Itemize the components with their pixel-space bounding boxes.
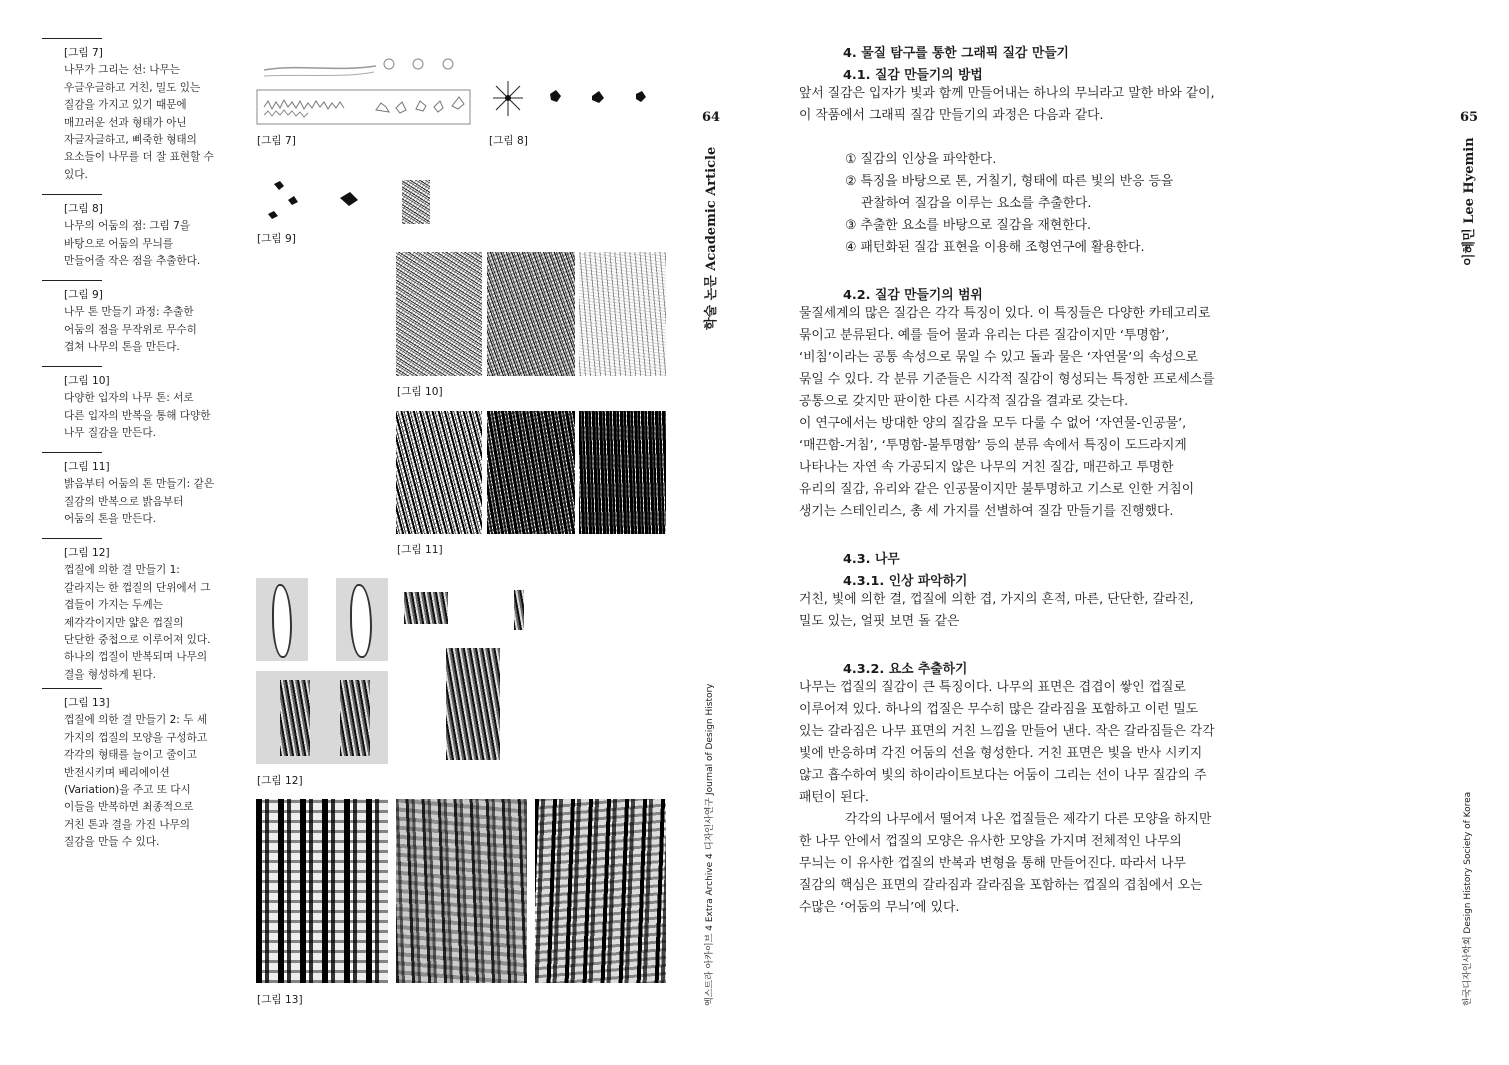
caption-line: 제각각이지만 얇은 껍질의 — [64, 616, 184, 629]
body-line: 유리의 질감, 유리와 같은 인공물이지만 불투명하고 기스로 인한 거침이 — [799, 482, 1195, 497]
caption-title: [그림 10] — [64, 375, 110, 387]
body-line: 앞서 질감은 입자가 빛과 함께 만들어내는 하나의 무늬라고 말한 바와 같이, — [799, 86, 1215, 101]
caption-divider — [42, 38, 102, 39]
caption-title: [그림 11] — [64, 461, 110, 473]
figure-12-bark-cluster — [446, 648, 500, 760]
author-name: 이혜민 Lee Hyemin — [1462, 137, 1477, 266]
caption-line: 반전시키며 베리에이션 — [64, 766, 170, 779]
figure-10-texture-1 — [396, 252, 482, 376]
caption-line: 질감의 반복으로 밝음부터 — [64, 495, 184, 508]
figure-7-label: [그림 7] — [257, 135, 296, 147]
caption-line: 단단한 중첩으로 이루어져 있다. — [64, 634, 211, 647]
body-line: 밀도 있는, 얼핏 보면 돌 같은 — [799, 614, 960, 629]
body-line: 묶이고 분류된다. 예를 들어 물과 유리는 다른 질감이지만 ‘투명함’, — [799, 328, 1170, 343]
caption-title: [그림 7] — [64, 47, 103, 59]
body-line: 수많은 ‘어둠의 무늬’에 있다. — [799, 900, 960, 915]
caption-divider — [42, 366, 102, 367]
figure-13-bark-texture-1 — [256, 799, 388, 983]
step-4: ④ 패턴화된 질감 표현을 이용해 조형연구에 활용한다. — [845, 240, 1145, 255]
step-3: ③ 추출한 요소를 바탕으로 질감을 재현한다. — [845, 218, 1092, 233]
caption-line: 갈라지는 한 껍질의 단위에서 그 — [64, 581, 211, 594]
caption-line: 껍질에 의한 결 만들기 1: — [64, 564, 180, 577]
body-line: 패턴이 된다. — [799, 790, 869, 805]
figure-10-label: [그림 10] — [397, 386, 443, 398]
body-line: 각각의 나무에서 떨어져 나온 껍질들은 제각기 다른 모양을 하지만 — [845, 812, 1212, 827]
body-line: 이 연구에서는 방대한 양의 질감을 모두 다룰 수 없어 ‘자연물-인공물’, — [799, 416, 1187, 431]
caption-line: 다른 입자의 반복을 통해 다양한 — [64, 409, 211, 422]
paragraph-4-3-1 — [799, 589, 1214, 633]
caption-divider — [42, 194, 102, 195]
paragraph-4-3-2b — [799, 809, 1214, 919]
body-line: ‘매끈함-거침’, ‘투명함-불투명함’ 등의 분류 속에서 특징이 도드라지게 — [799, 438, 1187, 453]
caption-line: 껍질에 의한 결 만들기 2: 두 세 — [64, 714, 208, 727]
caption-line: 나무의 어둠의 점: 그림 7을 — [64, 220, 191, 233]
figure-10-texture-2 — [487, 252, 575, 376]
caption-block — [42, 38, 217, 184]
caption-line: 각각의 형태를 늘이고 줄이고 — [64, 749, 197, 762]
caption-line: 자글자글하고, 삐죽한 형태의 — [64, 134, 197, 147]
caption-block — [42, 452, 217, 529]
caption-divider — [42, 538, 102, 539]
paragraph-4-2 — [799, 303, 1214, 523]
paragraph-4-3-2 — [799, 677, 1214, 809]
archive-label: 엑스트라 아카이브 4 Extra Archive 4 — [705, 853, 715, 1006]
figure-8-label: [그림 8] — [489, 135, 528, 147]
figure-12-label: [그림 12] — [257, 775, 303, 787]
figure-12-bark-piece-2 — [514, 590, 524, 630]
caption-line: 겹쳐 나무의 톤을 만든다. — [64, 341, 180, 354]
caption-divider — [42, 452, 102, 453]
caption-block — [42, 538, 217, 684]
caption-line: 겹들이 가지는 두께는 — [64, 599, 163, 612]
figure-13-bark-texture-3 — [535, 799, 666, 983]
figure-11-texture-light — [396, 411, 482, 534]
section-heading-4-3-2: 4.3.2. 요소 추출하기 — [843, 662, 968, 677]
page-number-left: 64 — [702, 110, 721, 125]
caption-line: 요소들이 나무를 더 잘 표현할 수 — [64, 151, 214, 164]
body-line: 나타나는 자연 속 가공되지 않은 나무의 거친 질감, 매끈하고 투명한 — [799, 460, 1174, 475]
journal-title: 디자인사연구 Journal of Design History — [705, 683, 715, 850]
caption-line: 나무 톤 만들기 과정: 추출한 — [64, 306, 194, 319]
figure-7-line-drawing — [256, 52, 476, 128]
body-line: 나무는 껍질의 질감이 큰 특징이다. 나무의 표면은 겹겹이 쌓인 껍질로 — [799, 680, 1186, 695]
caption-block — [42, 280, 217, 357]
figure-12-bark-layer-shape-1 — [280, 680, 310, 756]
body-line: 생기는 스테인리스, 총 세 가지를 선별하여 질감 만들기를 진행했다. — [799, 504, 1174, 519]
figure-11-label: [그림 11] — [397, 544, 443, 556]
caption-block — [42, 194, 217, 271]
figure-11-texture-mid — [487, 411, 575, 534]
figure-10-texture-3 — [579, 252, 666, 376]
body-line: 이 작품에서 그래픽 질감 만들기의 과정은 다음과 같다. — [799, 108, 1104, 123]
figure-9-dots-scatter — [260, 176, 370, 226]
body-line: 묶일 수 있다. 각 분류 기준들은 시각적 질감이 형성되는 특정한 프로세스를 — [799, 372, 1215, 387]
section-heading-4-3: 4.3. 나무 — [843, 552, 900, 567]
page-number-right: 65 — [1460, 110, 1479, 125]
body-line: 거친, 빛에 의한 결, 껍질에 의한 겹, 가지의 흔적, 마른, 단단한, 갈라진, — [799, 592, 1194, 607]
section-heading-4-3-1: 4.3.1. 인상 파악하기 — [843, 574, 968, 589]
figure-12-bark-piece-1 — [404, 592, 448, 624]
caption-title: [그림 8] — [64, 203, 103, 215]
body-line: 물질세계의 많은 질감은 각각 특징이 있다. 이 특징들은 다양한 카테고리로 — [799, 306, 1211, 321]
caption-title: [그림 12] — [64, 547, 110, 559]
caption-line: 가지의 껍질의 모양을 구성하고 — [64, 731, 208, 744]
step-2: ② 특징을 바탕으로 톤, 거칠기, 형태에 따른 빛의 반응 등을 — [845, 174, 1174, 189]
caption-line: (Variation)을 주고 또 다시 — [64, 784, 191, 797]
body-line: 공통으로 갖지만 판이한 다른 시각적 질감을 결과로 갖는다. — [799, 394, 1129, 409]
step-2-cont: 관찰하여 질감을 이루는 요소를 추출한다. — [861, 196, 1092, 211]
section-heading-4-2: 4.2. 질감 만들기의 범위 — [843, 288, 983, 303]
caption-line: 있다. — [64, 168, 88, 181]
figure-8-dark-dots — [488, 76, 658, 121]
caption-title: [그림 9] — [64, 289, 103, 301]
caption-line: 결을 형성하게 된다. — [64, 668, 156, 681]
body-line: 무늬는 이 유사한 껍질의 반복과 변형을 통해 만들어진다. 따라서 나무 — [799, 856, 1186, 871]
caption-line: 나무 질감을 만든다. — [64, 427, 156, 440]
body-line: 있는 갈라짐은 나무 표면의 거친 느낌을 만들어 낸다. 작은 갈라짐들은 각각 — [799, 724, 1215, 739]
caption-block — [42, 688, 217, 852]
figure-11-texture-dark — [579, 411, 666, 534]
caption-line: 하나의 껍질이 반복되며 나무의 — [64, 651, 208, 664]
body-line: 빛에 반응하며 각진 어둠의 선을 형성한다. 거친 표면은 빛을 반사 시키지 — [799, 746, 1203, 761]
body-line: 이루어져 있다. 하나의 껍질은 무수히 많은 갈라짐을 포함하고 이런 밀도 — [799, 702, 1199, 717]
caption-line: 나무가 그리는 선: 나무는 — [64, 64, 181, 77]
body-line: 한 나무 안에서 껍질의 모양은 유사한 모양을 가지며 전체적인 나무의 — [799, 834, 1182, 849]
caption-line: 질감을 만들 수 있다. — [64, 836, 160, 849]
section-heading-4: 4. 물질 탐구를 통한 그래픽 질감 만들기 — [843, 46, 1069, 61]
figure-12-bark-layer-shape-2 — [340, 680, 370, 756]
society-name: 한국디자인사학회 Design History Society of Korea — [1463, 791, 1473, 1006]
body-line: ‘비침’이라는 공통 속성으로 묶일 수 있고 돌과 물은 ‘자연물’의 속성으로 — [799, 350, 1199, 365]
caption-divider — [42, 280, 102, 281]
figure-13-label: [그림 13] — [257, 994, 303, 1006]
caption-line: 우글우글하고 거친, 밀도 있는 — [64, 81, 201, 94]
paragraph-4-1 — [799, 83, 1214, 127]
step-1: ① 질감의 인상을 파악한다. — [845, 152, 997, 167]
caption-divider — [42, 688, 102, 689]
body-line: 질감의 핵심은 표면의 갈라짐과 갈라짐을 포함하는 껍질의 겹침에서 오는 — [799, 878, 1203, 893]
caption-title: [그림 13] — [64, 697, 110, 709]
caption-line: 어둠의 점을 무작위로 무수히 — [64, 323, 197, 336]
section-heading-4-1: 4.1. 질감 만들기의 방법 — [843, 68, 983, 83]
caption-line: 다양한 입자의 나무 톤: 서로 — [64, 392, 194, 405]
figure-9-texture — [402, 180, 430, 224]
caption-line: 만들어줄 작은 점을 추출한다. — [64, 255, 201, 268]
figure-13-bark-texture-2 — [396, 799, 527, 983]
caption-line: 바탕으로 어둠의 무늬를 — [64, 237, 174, 250]
caption-line: 거친 톤과 결을 가진 나무의 — [64, 818, 191, 831]
caption-line: 매끄러운 선과 형태가 아닌 — [64, 116, 187, 129]
caption-line: 어둠의 톤을 만든다. — [64, 513, 156, 526]
steps-list — [799, 149, 1214, 259]
caption-line: 이들을 반복하면 최종적으로 — [64, 801, 194, 814]
caption-block — [42, 366, 217, 443]
running-head-left: 학술 논문 Academic Article — [704, 146, 719, 330]
caption-line: 밝음부터 어둠의 톤 만들기: 같은 — [64, 478, 215, 491]
body-line: 않고 흡수하여 빛의 하이라이트보다는 어둠이 그리는 선이 나무 질감의 주 — [799, 768, 1207, 783]
figure-9-label: [그림 9] — [257, 233, 296, 245]
caption-line: 질감을 가지고 있기 때문에 — [64, 99, 187, 112]
